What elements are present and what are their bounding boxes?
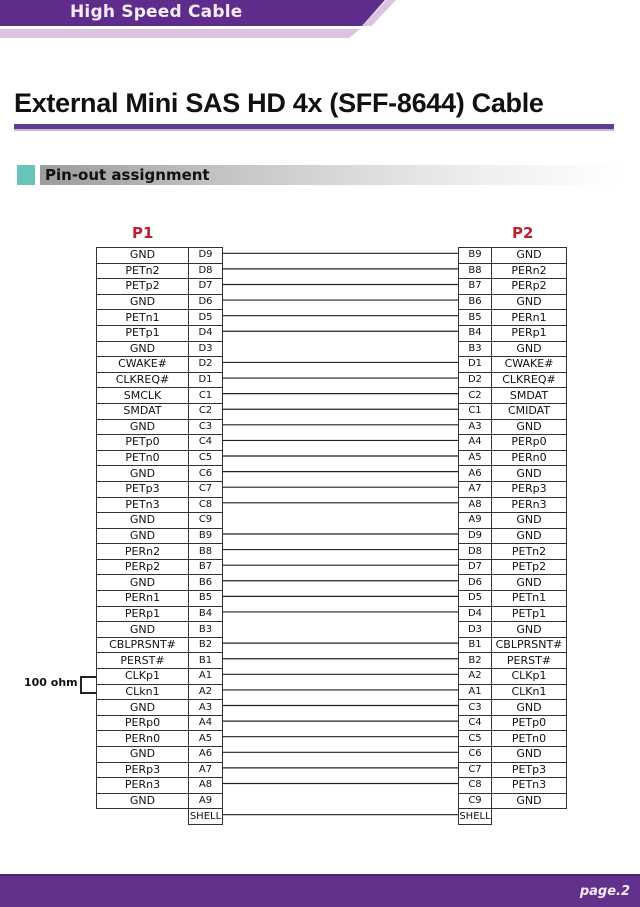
p2-pin-cell: A3 (459, 419, 492, 435)
connector-p1-label: P1 (132, 224, 154, 242)
page-number: page.2 (579, 884, 630, 899)
p1-signal-cell: PETn0 (97, 450, 189, 466)
p2-pin-cell: D8 (459, 544, 492, 560)
p2-pin-cell: B4 (459, 325, 492, 341)
p1-pin-cell: B4 (189, 606, 223, 622)
p1-pin-row (97, 403, 223, 419)
p2-pin-cell: C7 (459, 762, 492, 778)
p2-pin-cell: C9 (459, 793, 492, 809)
p2-pin-row (459, 248, 567, 264)
p1-signal-cell: CLKREQ# (97, 372, 189, 388)
p2-signal-cell: PERn3 (492, 497, 567, 513)
p2-pin-cell: D5 (459, 591, 492, 607)
p2-signal-cell: PERp3 (492, 481, 567, 497)
p2-signal-cell: CLKn1 (492, 684, 567, 700)
p1-pin-cell: A2 (189, 684, 223, 700)
p2-pin-cell: D7 (459, 559, 492, 575)
p2-pin-cell: B8 (459, 263, 492, 279)
p1-pin-row (97, 793, 223, 809)
p2-pin-row (459, 310, 567, 326)
p2-signal-cell: GND (492, 466, 567, 482)
p2-signal-cell: GND (492, 248, 567, 264)
p1-pin-row (97, 435, 223, 451)
p1-pin-row (97, 325, 223, 341)
p2-pin-row (459, 403, 567, 419)
p2-signal-cell: PERST# (492, 653, 567, 669)
resistor-bracket-icon (80, 676, 96, 694)
p1-pin-row (97, 700, 223, 716)
p2-pin-cell: B3 (459, 341, 492, 357)
p2-pin-row (459, 357, 567, 373)
p2-pin-cell: C8 (459, 778, 492, 794)
p2-pin-row (459, 450, 567, 466)
p2-signal-cell: GND (492, 528, 567, 544)
p1-signal-cell: PETp2 (97, 279, 189, 295)
p1-pin-row (97, 528, 223, 544)
p1-signal-cell: CLkn1 (97, 684, 189, 700)
p1-signal-cell: PERn1 (97, 591, 189, 607)
p1-signal-cell: GND (97, 622, 189, 638)
p1-pin-row (97, 778, 223, 794)
p1-pin-cell: C3 (189, 419, 223, 435)
p1-signal-cell: PETp0 (97, 435, 189, 451)
p2-pin-row (459, 622, 567, 638)
p1-pin-row (97, 591, 223, 607)
p1-pin-cell: C9 (189, 513, 223, 529)
p1-pin-row (97, 263, 223, 279)
p1-pin-cell: B9 (189, 528, 223, 544)
p2-pin-row (459, 653, 567, 669)
banner-title: High Speed Cable (70, 2, 243, 22)
p1-pin-cell: A3 (189, 700, 223, 716)
p2-pin-row (459, 279, 567, 295)
p2-pin-cell: SHELL (459, 809, 492, 825)
p1-pin-cell: C2 (189, 403, 223, 419)
p1-signal-cell: PETp1 (97, 325, 189, 341)
p1-pin-table (96, 247, 223, 825)
p2-pin-row (459, 575, 567, 591)
p1-pin-cell: D1 (189, 372, 223, 388)
p2-pin-row (459, 544, 567, 560)
p1-pin-row (97, 747, 223, 763)
p2-pin-row (459, 481, 567, 497)
p2-signal-cell: SMDAT (492, 388, 567, 404)
p1-signal-cell: GND (97, 248, 189, 264)
p1-signal-cell: GND (97, 419, 189, 435)
p2-pin-row (459, 700, 567, 716)
title-divider (14, 124, 614, 131)
p2-signal-cell: PETn0 (492, 731, 567, 747)
p2-signal-cell: GND (492, 419, 567, 435)
p1-signal-cell: CBLPRSNT# (97, 637, 189, 653)
p2-pin-cell: A6 (459, 466, 492, 482)
p1-pin-row (97, 294, 223, 310)
p1-signal-cell: PETn1 (97, 310, 189, 326)
p2-pin-row (459, 372, 567, 388)
p1-signal-cell: PETn3 (97, 497, 189, 513)
p2-pin-cell: C1 (459, 403, 492, 419)
p2-pin-cell: C2 (459, 388, 492, 404)
p1-pin-row (97, 809, 223, 825)
p1-pin-row (97, 388, 223, 404)
p2-pin-row (459, 466, 567, 482)
p2-pin-row (459, 731, 567, 747)
p2-pin-cell: A7 (459, 481, 492, 497)
p1-pin-cell: B8 (189, 544, 223, 560)
p2-pin-row (459, 637, 567, 653)
p1-pin-row (97, 544, 223, 560)
p2-signal-cell: PERp1 (492, 325, 567, 341)
p1-signal-cell: PERp2 (97, 559, 189, 575)
p2-signal-cell: PETp2 (492, 559, 567, 575)
p2-signal-cell: CMIDAT (492, 403, 567, 419)
p1-signal-cell: PETn2 (97, 263, 189, 279)
p1-pin-row (97, 310, 223, 326)
p1-pin-row (97, 279, 223, 295)
p2-signal-cell: GND (492, 341, 567, 357)
p1-pin-cell: C6 (189, 466, 223, 482)
p2-pin-row (459, 325, 567, 341)
p2-signal-cell: PETn2 (492, 544, 567, 560)
p1-signal-cell: PETp3 (97, 481, 189, 497)
p2-signal-cell: PETp0 (492, 715, 567, 731)
p1-pin-row (97, 357, 223, 373)
p2-signal-cell: GND (492, 575, 567, 591)
p2-signal-cell: GND (492, 747, 567, 763)
p2-pin-row (459, 513, 567, 529)
p1-pin-row (97, 372, 223, 388)
p2-signal-cell: CLKp1 (492, 669, 567, 685)
p1-pin-row (97, 637, 223, 653)
p2-pin-cell: A5 (459, 450, 492, 466)
p1-pin-row (97, 622, 223, 638)
p2-pin-cell: B5 (459, 310, 492, 326)
footer-bar (0, 874, 640, 907)
p2-pin-cell: B7 (459, 279, 492, 295)
header-underline-decoration (0, 29, 360, 38)
p1-pin-cell: B5 (189, 591, 223, 607)
p2-pin-cell: B1 (459, 637, 492, 653)
p2-pin-cell: C3 (459, 700, 492, 716)
p2-signal-cell: PETn3 (492, 778, 567, 794)
p1-pin-cell: B1 (189, 653, 223, 669)
p1-pin-cell: B7 (189, 559, 223, 575)
p2-pin-row (459, 715, 567, 731)
p2-pin-row (459, 606, 567, 622)
p2-signal-cell: PERp2 (492, 279, 567, 295)
p1-pin-row (97, 248, 223, 264)
p1-pin-cell: C4 (189, 435, 223, 451)
p1-pin-cell: A8 (189, 778, 223, 794)
p1-pin-cell: D9 (189, 248, 223, 264)
p2-signal-cell (492, 809, 567, 825)
p2-pin-table (458, 247, 567, 825)
p2-signal-cell: PERp0 (492, 435, 567, 451)
p1-signal-cell: PERp1 (97, 606, 189, 622)
p1-pin-cell: A6 (189, 747, 223, 763)
p1-pin-row (97, 419, 223, 435)
p1-signal-cell: CLKp1 (97, 669, 189, 685)
p2-pin-row (459, 435, 567, 451)
p1-pin-row (97, 559, 223, 575)
p1-signal-cell: PERn0 (97, 731, 189, 747)
p2-pin-row (459, 747, 567, 763)
connector-p2-label: P2 (512, 224, 534, 242)
p2-pin-cell: A2 (459, 669, 492, 685)
p2-signal-cell: PETn1 (492, 591, 567, 607)
p1-signal-cell (97, 809, 189, 825)
p1-pin-row (97, 669, 223, 685)
p2-signal-cell: CLKREQ# (492, 372, 567, 388)
p1-pin-cell: B2 (189, 637, 223, 653)
p2-pin-cell: D6 (459, 575, 492, 591)
p1-pin-cell: C7 (189, 481, 223, 497)
p2-signal-cell: PERn2 (492, 263, 567, 279)
p1-pin-row (97, 341, 223, 357)
p2-pin-cell: B2 (459, 653, 492, 669)
p1-pin-cell: A9 (189, 793, 223, 809)
p2-signal-cell: GND (492, 294, 567, 310)
p1-pin-row (97, 575, 223, 591)
p1-signal-cell: SMDAT (97, 403, 189, 419)
p2-pin-row (459, 793, 567, 809)
p2-signal-cell: GND (492, 622, 567, 638)
p1-pin-cell: D6 (189, 294, 223, 310)
p2-pin-row (459, 388, 567, 404)
p1-pin-row (97, 653, 223, 669)
p1-pin-cell: A7 (189, 762, 223, 778)
p1-pin-row (97, 762, 223, 778)
p1-pin-row (97, 684, 223, 700)
p2-signal-cell: PETp1 (492, 606, 567, 622)
p1-pin-cell: D5 (189, 310, 223, 326)
resistor-note: 100 ohm (24, 676, 78, 689)
p2-pin-cell: D3 (459, 622, 492, 638)
p1-pin-cell: D7 (189, 279, 223, 295)
p1-pin-cell: D8 (189, 263, 223, 279)
p2-pin-row (459, 778, 567, 794)
p1-signal-cell: PERn3 (97, 778, 189, 794)
p1-signal-cell: GND (97, 466, 189, 482)
p2-pin-row (459, 559, 567, 575)
p1-pin-row (97, 606, 223, 622)
p2-pin-cell: D1 (459, 357, 492, 373)
p1-signal-cell: PERp0 (97, 715, 189, 731)
p1-signal-cell: GND (97, 513, 189, 529)
p2-pin-row (459, 263, 567, 279)
p2-pin-cell: A9 (459, 513, 492, 529)
page-title: External Mini SAS HD 4x (SFF-8644) Cable (14, 88, 544, 118)
p1-pin-cell: B3 (189, 622, 223, 638)
p2-signal-cell: GND (492, 513, 567, 529)
p2-signal-cell: GND (492, 793, 567, 809)
p2-signal-cell: PERn0 (492, 450, 567, 466)
p1-pin-cell: C5 (189, 450, 223, 466)
p2-pin-cell: D4 (459, 606, 492, 622)
p2-signal-cell: GND (492, 700, 567, 716)
p1-pin-cell: B6 (189, 575, 223, 591)
p1-pin-cell: D4 (189, 325, 223, 341)
p2-pin-cell: C6 (459, 747, 492, 763)
p2-signal-cell: PETp3 (492, 762, 567, 778)
p1-pin-row (97, 715, 223, 731)
p1-signal-cell: SMCLK (97, 388, 189, 404)
p2-pin-row (459, 341, 567, 357)
p2-pin-row (459, 419, 567, 435)
p2-pin-cell: B9 (459, 248, 492, 264)
p1-pin-cell: D2 (189, 357, 223, 373)
p2-pin-row (459, 528, 567, 544)
section-marker-icon (17, 165, 35, 185)
p2-pin-row (459, 684, 567, 700)
p1-signal-cell: GND (97, 700, 189, 716)
p1-signal-cell: GND (97, 341, 189, 357)
p1-signal-cell: GND (97, 793, 189, 809)
p2-pin-cell: A1 (459, 684, 492, 700)
p1-signal-cell: GND (97, 575, 189, 591)
p1-signal-cell: GND (97, 747, 189, 763)
p1-pin-row (97, 497, 223, 513)
p2-signal-cell: CWAKE# (492, 357, 567, 373)
p2-pin-cell: A8 (459, 497, 492, 513)
p1-signal-cell: PERST# (97, 653, 189, 669)
p1-pin-cell: C8 (189, 497, 223, 513)
p1-pin-cell: D3 (189, 341, 223, 357)
p1-signal-cell: GND (97, 294, 189, 310)
p1-pin-row (97, 513, 223, 529)
p2-pin-cell: D9 (459, 528, 492, 544)
p2-pin-row (459, 294, 567, 310)
p2-pin-row (459, 591, 567, 607)
p1-pin-row (97, 450, 223, 466)
p1-signal-cell: PERn2 (97, 544, 189, 560)
p1-pin-cell: SHELL (189, 809, 223, 825)
p2-pin-row (459, 809, 567, 825)
p1-signal-cell: CWAKE# (97, 357, 189, 373)
p2-pin-cell: C5 (459, 731, 492, 747)
p1-pin-row (97, 481, 223, 497)
p2-pin-cell: A4 (459, 435, 492, 451)
p2-signal-cell: PERn1 (492, 310, 567, 326)
section-title: Pin-out assignment (45, 166, 210, 184)
p2-signal-cell: CBLPRSNT# (492, 637, 567, 653)
p1-pin-row (97, 466, 223, 482)
p2-pin-cell: B6 (459, 294, 492, 310)
p1-pin-cell: A4 (189, 715, 223, 731)
p2-pin-cell: D2 (459, 372, 492, 388)
p2-pin-row (459, 497, 567, 513)
p2-pin-cell: C4 (459, 715, 492, 731)
p1-pin-cell: A5 (189, 731, 223, 747)
p1-pin-cell: A1 (189, 669, 223, 685)
p2-pin-row (459, 669, 567, 685)
p1-pin-cell: C1 (189, 388, 223, 404)
p1-pin-row (97, 731, 223, 747)
p1-signal-cell: GND (97, 528, 189, 544)
p1-signal-cell: PERp3 (97, 762, 189, 778)
p2-pin-row (459, 762, 567, 778)
